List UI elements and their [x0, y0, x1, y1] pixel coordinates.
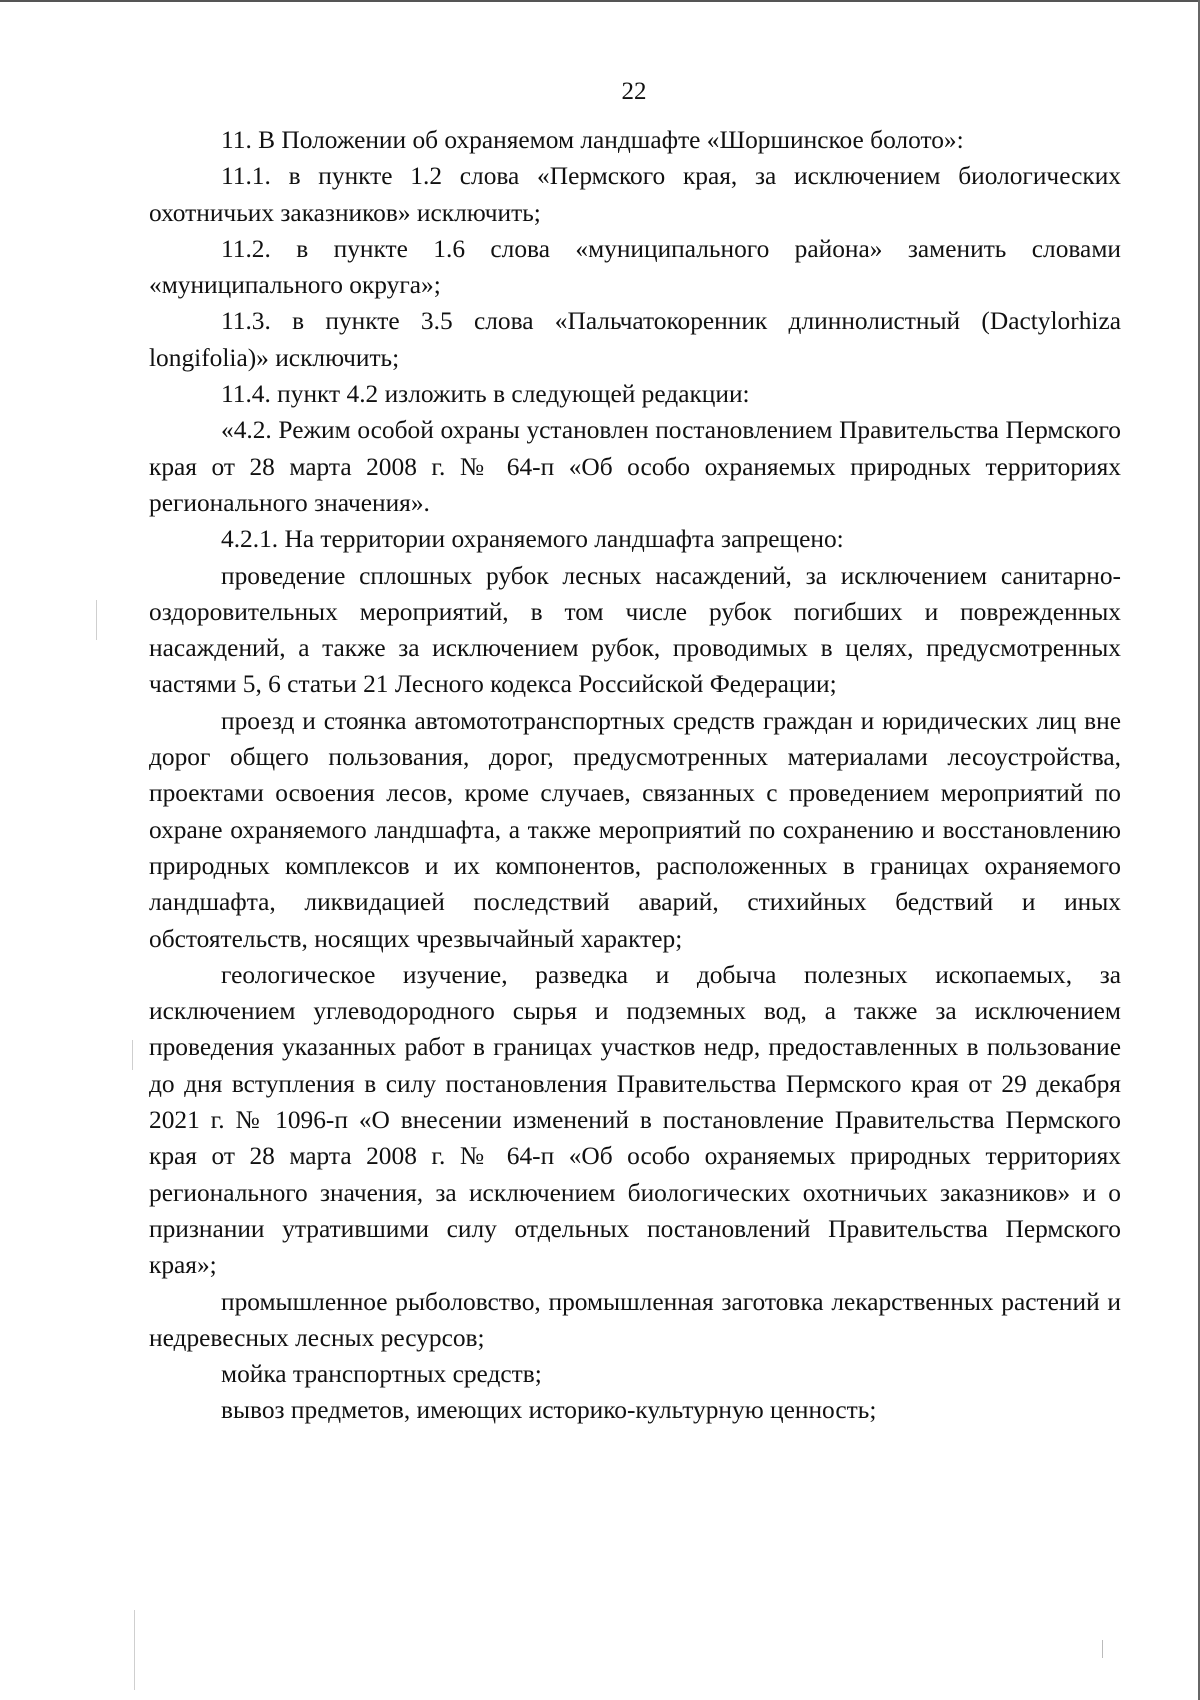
prohibition-vehicle-traffic: проезд и стоянка автомототранспортных средств граждан и юридических лиц вне дорог общего пользования, дорог, предусмотренных материалами лесоустройства, проектами освоения лесов, кроме случаев, связанных с проведением мероприятий по охране охраняемого ландшафта, а также мероприятий по сохранению и восстановлению природных комплексов и их компонентов, расположенных в границах охраняемого ландшафта, ликвидацией последствий аварий, стихийных бедствий и иных обстоятельств, носящих чрезвычайный характер; — [149, 706, 1121, 953]
scan-top-border — [0, 0, 1200, 2]
paragraph-item-4-2: «4.2. Режим особой охраны установлен постановлением Правительства Пермского края от 28 марта 2008 г. № 64-п «Об особо охраняемых природных территориях регионального значения». — [149, 416, 1121, 517]
scan-artifact — [96, 600, 97, 640]
paragraph-item-11-3: 11.3. в пункте 3.5 слова «Пальчатокоренник длиннолистный (Dactylorhiza longifolia)» исключить; — [149, 307, 1121, 372]
paragraph-item-11: 11. В Положении об охраняемом ландшафте «Шоршинское болото»: — [221, 126, 964, 154]
prohibition-vehicle-washing: мойка транспортных средств; — [221, 1360, 542, 1389]
document-body — [149, 122, 1121, 1429]
paragraph-item-11-1: 11.1. в пункте 1.2 слова «Пермского края, за исключением биологических охотничьих заказников» исключить; — [149, 162, 1121, 227]
prohibition-industrial-fishing: промышленное рыболовство, промышленная заготовка лекарственных растений и недревесных лесных ресурсов; — [149, 1287, 1121, 1352]
paragraph-item-11-4: 11.4. пункт 4.2 изложить в следующей редакции: — [221, 380, 750, 409]
paragraph-item-11-2: 11.2. в пункте 1.6 слова «муниципального района» заменить словами «муниципального округа»; — [149, 234, 1121, 300]
paragraph-item-4-2-1: 4.2.1. На территории охраняемого ландшафта запрещено: — [221, 525, 844, 554]
scan-artifact — [1102, 1640, 1103, 1658]
prohibition-clear-cutting: проведение сплошных рубок лесных насаждений, за исключением санитарно-оздоровительных мероприятий, в том числе рубок погибших и поврежденных насаждений, а также за исключением рубок, проводимых в целях, предусмотренных частями 5, 6 статьи 21 Лесного кодекса Российской Федерации; — [149, 561, 1121, 699]
scan-artifact — [134, 1610, 135, 1690]
prohibition-geological-exploration: геологическое изучение, разведка и добыча полезных ископаемых, за исключением углеводородного сырья и подземных вод, а также за исключением проведения указанных работ в границах участков недр, предоставленных в пользование до дня вступления в силу постановления Правительства Пермского края от 29 декабря 2021 г. № 1096-п «О внесении изменений в постановление Правительства Пермского края от 28 марта 2008 г. № 64-п «Об особо охраняемых природных территориях регионального значения, за исключением биологических охотничьих заказников» и о признании утратившими силу отдельных постановлений Правительства Пермского края»; — [149, 960, 1121, 1280]
prohibition-artifact-removal: вывоз предметов, имеющих историко-культурную ценность; — [221, 1396, 877, 1425]
scan-artifact — [132, 1040, 133, 1070]
page-number: 22 — [621, 78, 647, 105]
